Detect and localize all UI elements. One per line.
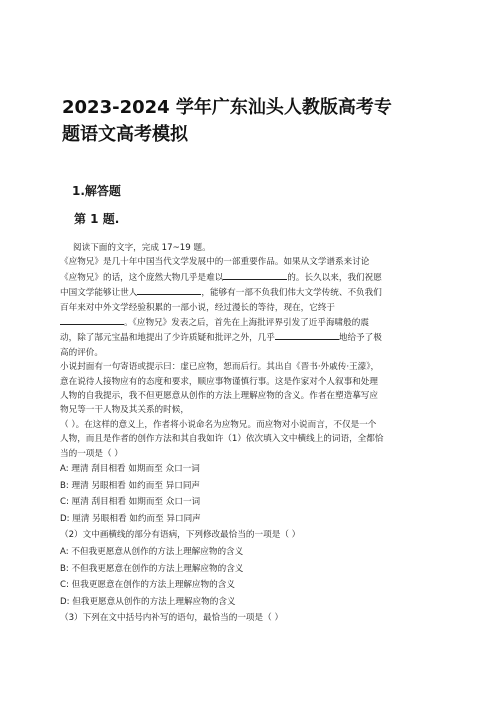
fill-blank-1: [223, 270, 287, 280]
answer-option: B: 理清 另眼相看 如约而至 异口同声: [60, 480, 201, 491]
answer-option: A: 理清 刮目相看 如期而至 众口一词: [60, 464, 200, 475]
passage-line: （ ）。在这样的意义上，作者将小说命名为应物兄。而应物对小说而言，不仅是一个: [60, 419, 377, 430]
fill-blank-4: [275, 330, 339, 340]
answer-option: D: 厘清 另眼相看 如约而至 异口同声: [60, 513, 201, 524]
question-stem: （2）文中画横线的部分有语病，下列修改最恰当的一项是（ ）: [60, 530, 301, 541]
passage-line: 动，除了郜元宝晶和地提出了少许质疑和批评之外，几乎 地给予了极: [60, 330, 442, 345]
passage-line: 物兄等一干人物及其关系的时候，: [60, 405, 189, 416]
document-title: [62, 94, 442, 148]
passage-line: 意在说待人接物应有的态度和要求，顺应事物谨慎行事。这是作家对个人叙事和处理: [60, 376, 378, 387]
passage-line: 中国文学能够让世人 ，能够有一部不负我们伟大文学传统、不负我们: [60, 285, 442, 300]
passage-line: 高的评价。: [60, 347, 103, 358]
passage-line: 《应物兄》是几十年中国当代文学发展中的一部重要作品。如果从文学谱系来讨论: [60, 257, 370, 268]
passage-line: 小说封面有一句寄语或提示曰：虚已应物，恕而后行。其出自《晋书·外戚传·王濛》，: [60, 362, 380, 373]
passage-line: 人物，而且是作者的创作方法和其自我如许（1）依次填入文中横线上的词语，全都恰: [60, 434, 384, 445]
intro-line: 阅读下面的文字，完成 17~19 题。: [73, 243, 211, 253]
passage-line: 人物的自我提示，我不但更愿意从创作的方法上理解应物的含义。作者在塑造摹写应: [60, 391, 378, 402]
answer-option: B: 不但我更愿意在创作的方法上理解应物的含义: [60, 563, 244, 574]
answer-option: C: 厘清 刮目相看 如期而至 众口一词: [60, 497, 201, 508]
answer-option: D: 但我更愿意从创作的方法上理解应物的含义: [60, 596, 236, 607]
title-line-1: 2023-2024 学年广东汕头人教版高考专: [62, 97, 392, 118]
fill-blank-2: [137, 285, 201, 295]
fill-blank-3: [60, 315, 124, 325]
answer-option: A: 不但我更愿意从创作的方法上理解应物的含义: [60, 547, 244, 558]
passage-line: 当的一项是（ ）: [60, 448, 123, 459]
title-line-2: 题语文高考模拟: [62, 124, 188, 145]
answer-option: C: 但我更愿意在创作的方法上理解应物的含义: [60, 580, 235, 591]
passage-line: 百年来对中外文学经验积累的一部小说，经过漫长的等待，现在，它终于: [60, 302, 336, 313]
passage-body: [60, 241, 442, 627]
passage-line: 《应物兄》的话，这个庞然大物几乎是难以 的。长久以来，我们祝愿: [60, 270, 442, 285]
passage-line: 。《应物兄》发表之后，首先在上海批评界引发了近乎海啸般的震: [60, 315, 442, 330]
question-heading: 第 1 题.: [74, 212, 120, 226]
section-heading: 1.解答题: [72, 184, 121, 198]
question-stem: （3）下列在文中括号内补写的语句，最恰当的一项是（ ）: [60, 613, 284, 624]
